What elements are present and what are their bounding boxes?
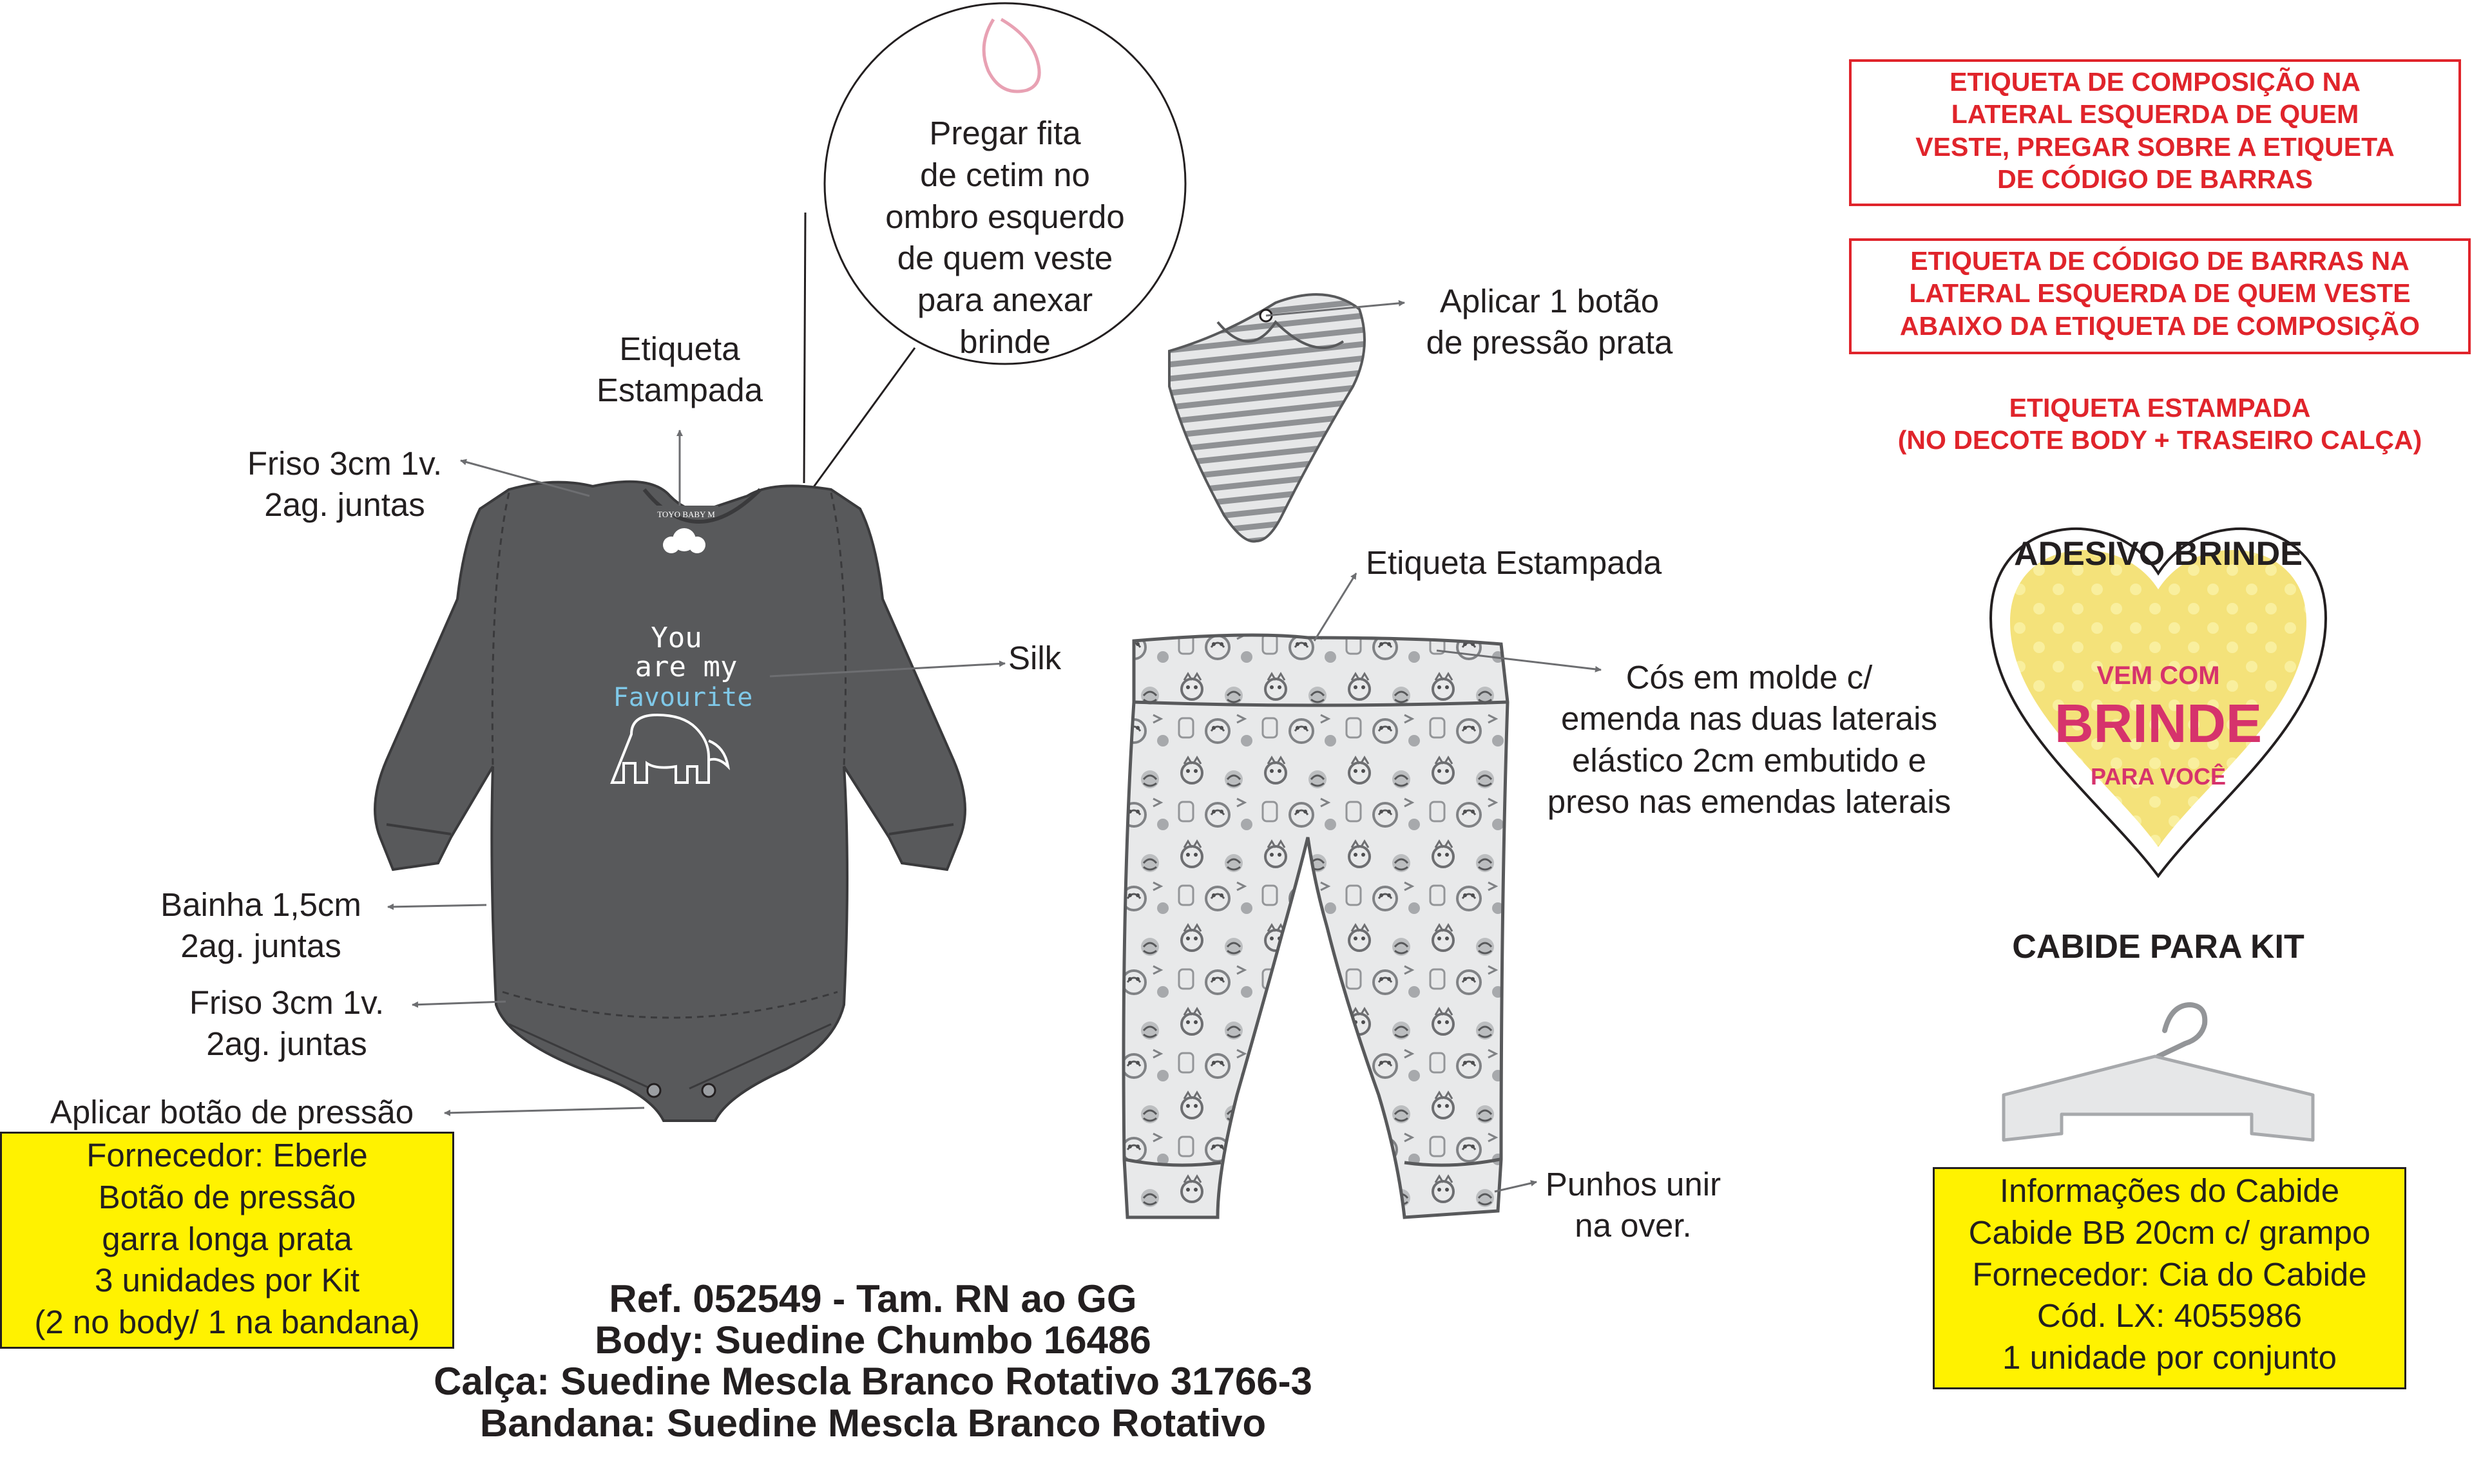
callout-line: de quem veste [897,240,1113,277]
sticker-line2: BRINDE [2054,693,2263,754]
sticker-line3: PARA VOCÊ [2090,763,2227,790]
print-line3: Favourite [613,683,753,712]
label-punhos: Punhos unir na over. [1545,1166,1721,1244]
reference-line: Ref. 052549 - Tam. RN ao GG [609,1277,1137,1320]
label-aplicar-botao: Aplicar botão de pressão [50,1094,414,1130]
label-friso-bottom: Friso 3cm 1v. 2ag. juntas [189,984,385,1063]
callout-line: Pregar fita [929,115,1081,151]
callout-text [838,113,1173,363]
note-codigo-barras: ETIQUETA DE CÓDIGO DE BARRAS NA LATERAL ESQUERDA DE QUEM VESTE ABAIXO DA ETIQUETA DE COMPOSIÇÃO [1849,238,2471,354]
callout-line: de cetim no [920,156,1090,193]
label-bainha: Bainha 1,5cm 2ag. juntas [160,886,361,965]
callout-line: brinde [959,323,1051,360]
bandana-drawing [1169,294,1365,541]
label-etiqueta-estampada: Etiqueta Estampada [597,330,763,409]
cabide-title: CABIDE PARA KIT [2012,928,2304,966]
label-cos: Cós em molde c/ emenda nas duas laterais elástico 2cm embutido e preso nas emendas laterais [1547,659,1951,820]
reference-line: Bandana: Suedine Mescla Branco Rotativo [479,1401,1267,1445]
print-brand: TOYO BABY M [657,509,715,519]
label-friso-top: Friso 3cm 1v. 2ag. juntas [247,445,443,524]
note-composicao: ETIQUETA DE COMPOSIÇÃO NA LATERAL ESQUERDA DE QUEM VESTE, PREGAR SOBRE A ETIQUETA DE CÓDIGO DE BARRAS [1849,59,2461,206]
callout-line: para anexar [917,281,1093,319]
reference-line: Body: Suedine Chumbo 16486 [595,1318,1151,1362]
adesivo-title: ADESIVO BRINDE [2014,535,2303,573]
print-line1: You [651,622,702,654]
label-pants-etiqueta: Etiqueta Estampada [1366,544,1662,581]
supplier-box: Fornecedor: Eberle Botão de pressão garra longa prata 3 unidades por Kit (2 no body/ 1 na bandana) [0,1132,454,1349]
bodysuit-drawing [375,482,965,1121]
arrow-friso-bottom [412,1002,506,1005]
callout-line-right [812,348,915,490]
label-bandana-botao: Aplicar 1 botão de pressão prata [1426,283,1673,361]
label-silk: Silk [1008,640,1062,676]
reference-block [303,1279,1443,1444]
note-estampada: ETIQUETA ESTAMPADA (NO DECOTE BODY + TRASEIRO CALÇA) [1897,393,2422,455]
callout-line-left [804,213,805,483]
hanger-icon [2004,1005,2313,1140]
pants-drawing [1124,635,1508,1217]
arrow-bainha [388,905,486,907]
sticker-line1: VEM COM [2096,661,2220,690]
print-line2: are my [635,651,738,683]
reference-line: Calça: Suedine Mescla Branco Rotativo 31766-3 [434,1360,1312,1403]
callout-line: ombro esquerdo [885,198,1125,235]
arrow-aplicar-botao [445,1108,644,1113]
cabide-info-box: Informações do Cabide Cabide BB 20cm c/ grampo Fornecedor: Cia do Cabide Cód. LX: 4055986 1 unidade por conjunto [1933,1167,2406,1389]
arrow-pants-etiqueta [1314,573,1356,641]
